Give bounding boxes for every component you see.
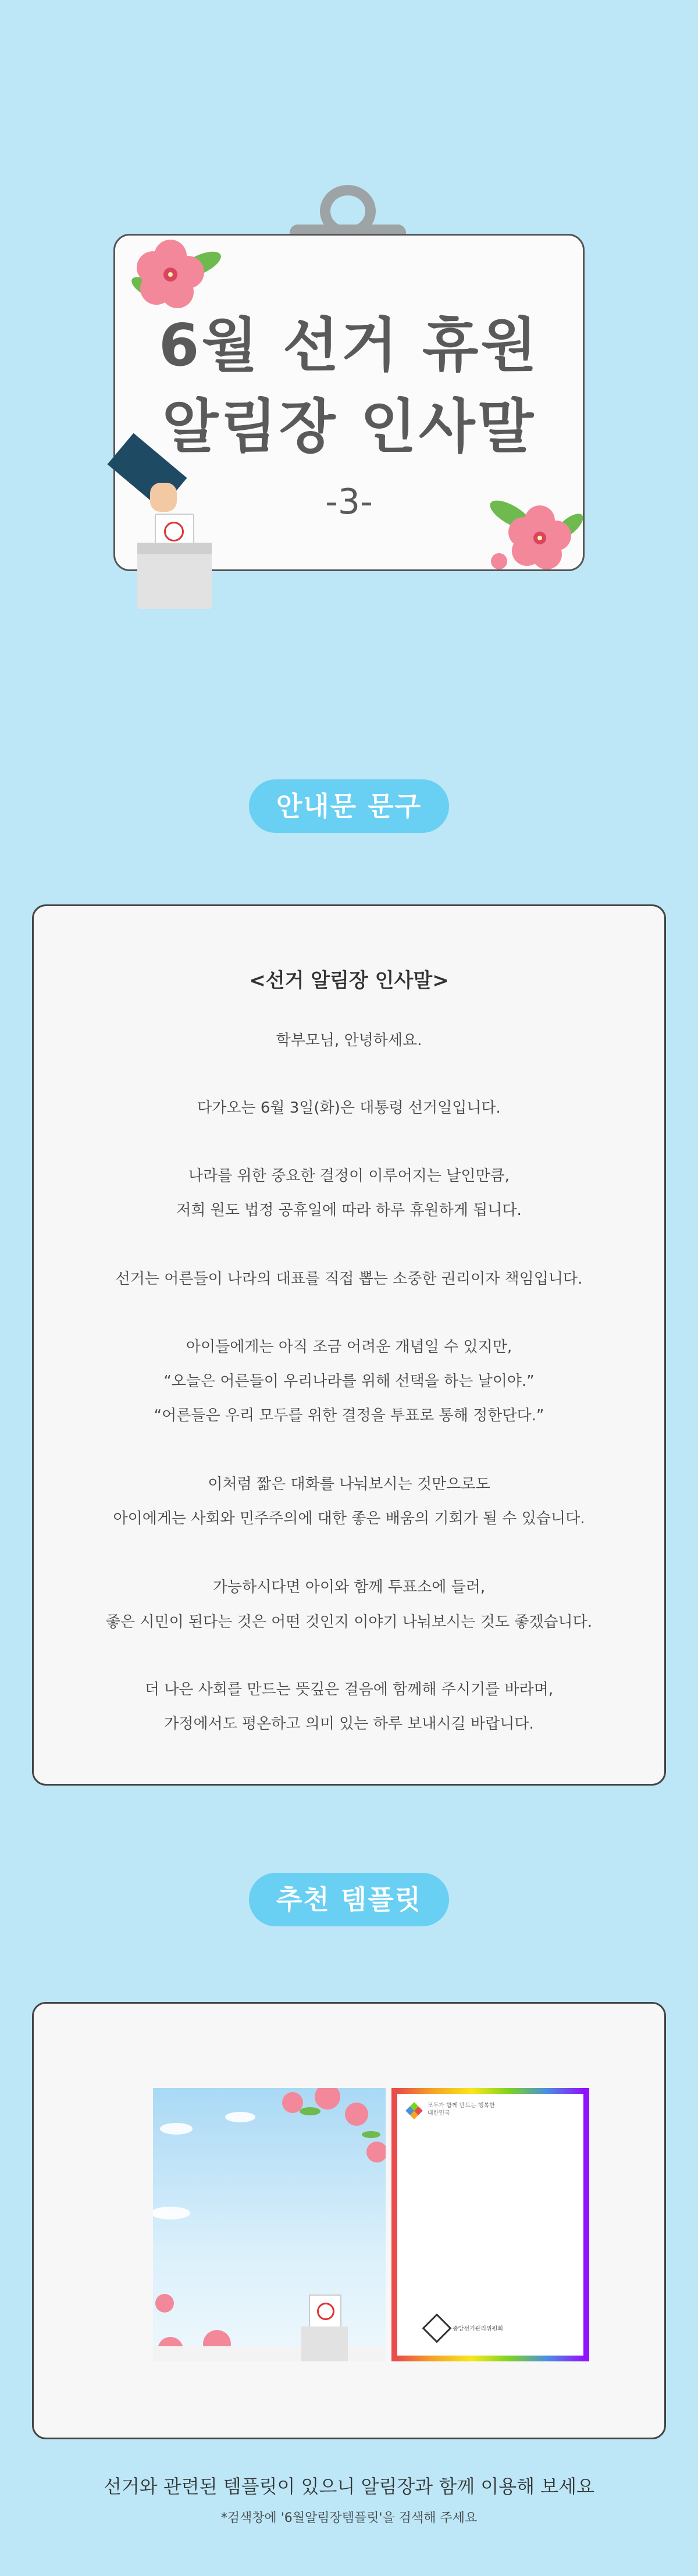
notice-title: <선거 알림장 인사말> xyxy=(249,969,449,992)
notice-line: 가정에서도 평온하고 의미 있는 하루 보내시길 바랍니다. xyxy=(164,1715,534,1733)
footer-sub-text: *검색창에 '6월알림장템플릿'을 검색해 주세요 xyxy=(220,2511,478,2525)
notice-line: 더 나은 사회를 만드는 뜻깊은 걸음에 함께해 주시기를 바라며, xyxy=(144,1681,554,1698)
notice-line: “오늘은 어른들이 우리나라를 위해 선택을 하는 날이야.” xyxy=(163,1373,535,1390)
notice-line: 나라를 위한 중요한 결정이 이루어지는 날인만큼, xyxy=(188,1167,510,1185)
notice-line: 아이들에게는 아직 조금 어려운 개념일 수 있지만, xyxy=(186,1338,512,1356)
header-board xyxy=(113,185,585,575)
templates-panel xyxy=(32,2002,666,2439)
notice-line: 다가오는 6월 3일(화)은 대통령 선거일입니다. xyxy=(197,1099,501,1117)
notice-line: 학부모님, 안녕하세요. xyxy=(276,1032,422,1049)
template-thumbnail-flowers[interactable] xyxy=(153,2088,386,2361)
section-pill-notice: 안내문 문구 xyxy=(249,779,449,833)
notice-line: 아이에게는 사회와 민주주의에 대한 좋은 배움의 기회가 될 수 있습니다. xyxy=(113,1510,585,1527)
footer-main-text: 선거와 관련된 템플릿이 있으니 알림장과 함께 이용해 보세요 xyxy=(103,2475,594,2497)
page-subtitle: -3- xyxy=(325,482,373,522)
page-title-line2: 알림장 인사말 xyxy=(162,393,536,461)
election-logo-icon xyxy=(405,2102,423,2119)
notice-line: 좋은 시민이 된다는 것은 어떤 것인지 이야기 나눠보시는 것도 좋겠습니다. xyxy=(105,1613,593,1631)
page-title-line1: 6월 선거 휴원 xyxy=(158,311,540,379)
cloud-flower-decor-icon xyxy=(153,2088,386,2361)
notice-line: 이처럼 짧은 대화를 나눠보시는 것만으로도 xyxy=(208,1476,490,1493)
notice-line: 선거는 어른들이 나라의 대표를 직접 뽑는 소중한 권리이자 책임입니다. xyxy=(115,1270,583,1288)
notice-line: 저희 원도 법정 공휴일에 따라 하루 휴원하게 됩니다. xyxy=(176,1202,522,1219)
election-commission-mark-icon xyxy=(422,2314,452,2343)
template-logo-text: 모두가 함께 만드는 행복한 대한민국 xyxy=(428,2103,495,2117)
notice-line: 가능하시다면 아이와 함께 투표소에 들러, xyxy=(212,1579,486,1596)
ballot-box-icon xyxy=(137,543,212,609)
section-pill-templates: 추천 템플릿 xyxy=(249,1873,449,1926)
notice-panel xyxy=(32,904,666,1786)
ballot-box-icon xyxy=(301,2326,348,2361)
template-thumbnail-rainbow[interactable] xyxy=(391,2088,589,2361)
ballot-paper-icon xyxy=(309,2294,341,2329)
notice-line: “어른들은 우리 모두를 위한 결정을 투표로 통해 정한단다.” xyxy=(154,1407,544,1424)
template-org-name: 중앙선거관리위원회 xyxy=(453,2326,503,2332)
